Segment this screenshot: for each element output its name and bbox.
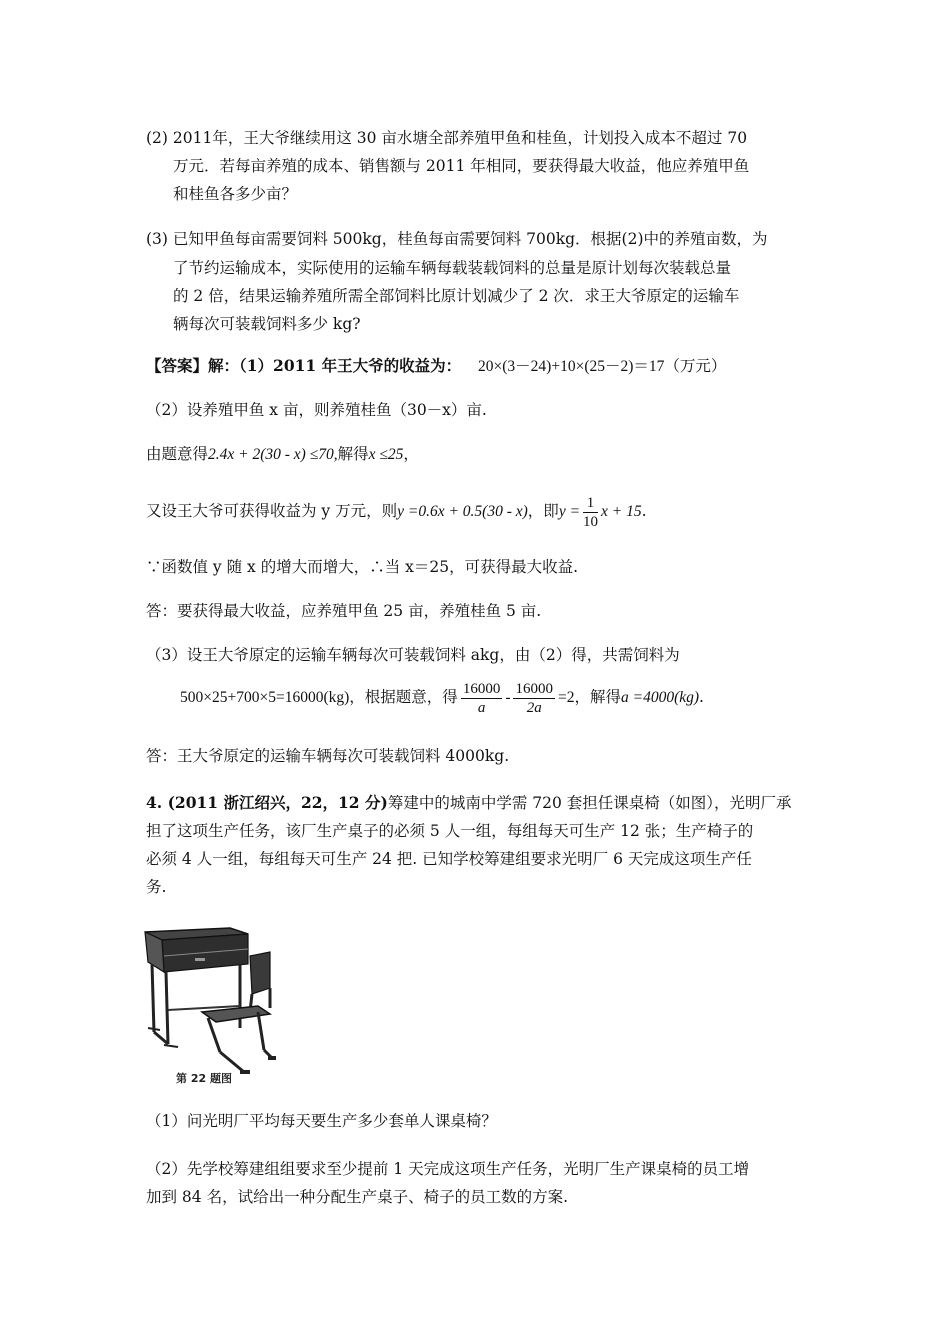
- desk-chair-figure: [140, 920, 280, 1090]
- answer-line-9: 答：王大爷原定的运输车辆每次可装载饲料 4000kg.: [146, 747, 510, 765]
- q4-line4: 务.: [146, 878, 167, 896]
- answer-line-7: （3）设王大爷原定的运输车辆每次可装载饲料 akg，由（2）得，共需饲料为: [146, 646, 680, 664]
- q3-part3-line4: 辆每次可装载饲料多少 kg?: [173, 315, 361, 333]
- q3-part2-line1: (2) 2011年，王大爷继续用这 30 亩水塘全部养殖甲鱼和桂鱼，计划投入成本不超过 70: [146, 129, 748, 147]
- answer-line-1: [146, 356, 726, 377]
- answer-line-2: （2）设养殖甲鱼 x 亩，则养殖桂鱼（30－x）亩.: [146, 401, 487, 419]
- fraction-denominator: 2a: [526, 699, 542, 716]
- simplified-function-lhs: y =: [558, 503, 581, 520]
- q4-line2: 担了这项生产任务，该厂生产桌子的必须 5 人一组，每组每天可生产 12 张；生产椅子的: [146, 822, 754, 840]
- q4-line1: [146, 793, 792, 813]
- q3-part2-line2: 万元．若每亩养殖的成本、销售额与 2011 年相同，要获得最大收益，他应养殖甲鱼: [173, 157, 750, 175]
- answer-line-6: 答：要获得最大收益，应养殖甲鱼 25 亩，养殖桂鱼 5 亩.: [146, 602, 542, 620]
- simplified-function-rhs: x + 15: [601, 503, 642, 520]
- answer-3-mid: 解得: [337, 445, 369, 463]
- q4-line3: 必须 4 人一组，每组每天可生产 24 把. 已知学校筹建组要求光明厂 6 天完成这项生产任: [146, 850, 752, 868]
- answer-8-end: .: [699, 688, 704, 706]
- desk-chair-illustration: [140, 920, 280, 1090]
- inequality-expression: 2.4x + 2(30 - x) ≤70,: [208, 446, 338, 463]
- q3-part2-line3: 和桂鱼各多少亩？: [173, 185, 298, 203]
- figure-caption: 第 22 题图: [176, 1072, 232, 1085]
- fraction-numerator: 1: [583, 494, 598, 513]
- profit-function: y =0.6x + 0.5(30 - x): [397, 503, 528, 520]
- fraction-denominator: 10: [583, 513, 599, 530]
- answer-label: 【答案】解：（1）2011 年王大爷的收益为：: [146, 356, 462, 375]
- answer-4-end: .: [641, 502, 647, 520]
- fraction-16000-over-2a: [513, 680, 555, 717]
- answer-line-4: [146, 491, 647, 532]
- q3-part3-line1: (3) 已知甲鱼每亩需要饲料 500kg，桂鱼每亩需要饲料 700kg．根据(2)中的养殖亩数，为: [146, 230, 768, 248]
- solution-a: a =4000(kg): [621, 689, 700, 706]
- minus-sign: -: [505, 689, 511, 706]
- fraction-one-tenth: [583, 494, 598, 531]
- answer-line-8: [180, 677, 704, 718]
- fraction-numerator: 16000: [462, 680, 501, 697]
- answer-3-end: ，: [403, 445, 419, 463]
- q4-subquestion-2-line2: 加到 84 名，试给出一种分配生产桌子、椅子的员工数的方案.: [146, 1188, 569, 1206]
- q4-line1-rest: 筹建中的城南中学需 720 套担任课桌椅（如图），光明厂承: [387, 794, 792, 812]
- feed-total-expression: 500×25+700×5=16000(kg): [180, 689, 350, 706]
- fraction-16000-over-a: [461, 680, 503, 717]
- answer-4-text: 又设王大爷可获得收益为 y 万元，则: [146, 502, 398, 520]
- fraction-denominator: a: [477, 699, 486, 716]
- q4-subquestion-2-line1: （2）先学校筹建组组要求至少提前 1 天完成这项生产任务，光明厂生产课桌椅的员工增: [146, 1160, 750, 1178]
- equals-two: =2: [557, 689, 575, 706]
- q3-part3-line3: 的 2 倍，结果运输养殖所需全部饲料比原计划减少了 2 次．求王大爷原定的运输车: [173, 287, 740, 305]
- answer-line-3: [146, 444, 419, 465]
- answer-3-text: 由题意得: [146, 445, 209, 463]
- fraction-numerator: 16000: [515, 680, 553, 697]
- answer-8-mid2: ，解得: [574, 688, 621, 706]
- answer-line-5: ∵函数值 y 随 x 的增大而增大，∴当 x＝25，可获得最大收益.: [146, 558, 579, 576]
- q4-subquestion-1: （1）问光明厂平均每天要生产多少套单人课桌椅？: [146, 1112, 497, 1130]
- answer-4-mid: ，即: [527, 502, 559, 520]
- q3-part3-line2: 了节约运输成本，实际使用的运输车辆每载装载饲料的总量是原计划每次装载总量: [173, 259, 732, 277]
- answer-8-mid: ，根据题意，得: [349, 688, 458, 706]
- inequality-solution: x ≤25: [368, 446, 404, 463]
- answer-1-expression: 20×(3－24)+10×(25－2)＝17（万元）: [478, 358, 727, 375]
- q4-heading: 4. (2011 浙江绍兴，22，12 分): [146, 793, 388, 812]
